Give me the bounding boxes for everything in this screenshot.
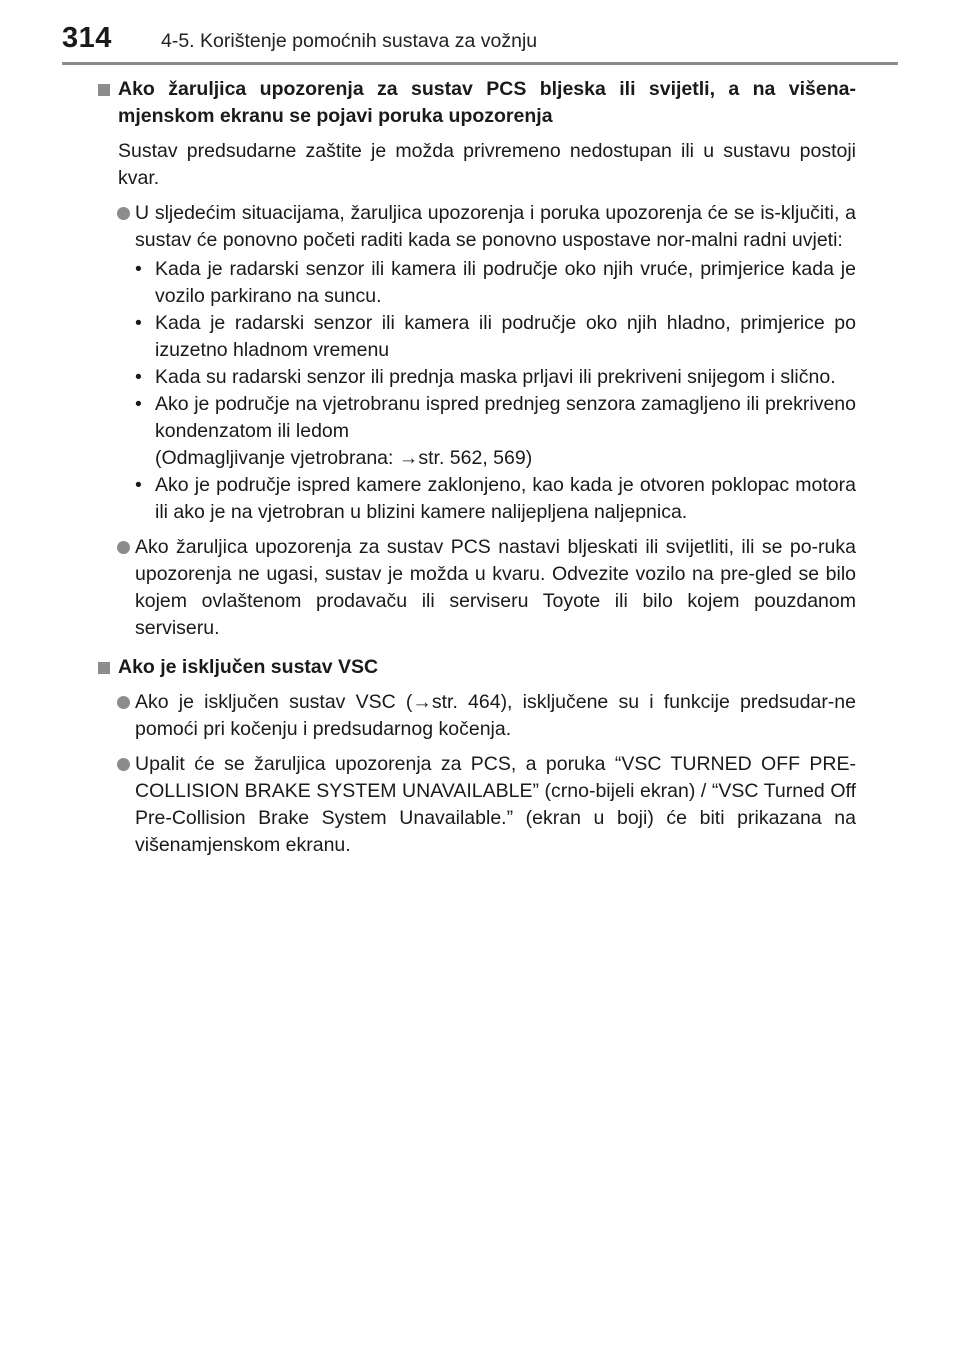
list-item-text: Upalit će se žaruljica upozorenja za PCS, a poruka “VSC TURNED OFF PRE-COLLISION BRAKE SYSTEM UNAVAILABLE” (crno-bijeli ekran) / “VSC Turned Off Pre-Collision Brake System Unavailable.” (ekran u boji) će biti prikazana na višenamjenskom ekranu. bbox=[135, 753, 856, 856]
list-item bbox=[98, 200, 856, 526]
page-reference: (Odmagljivanje vjetrobrana: →str. 562, 569) bbox=[155, 447, 533, 469]
sub-list bbox=[135, 256, 856, 526]
circle-bullet-icon bbox=[117, 696, 130, 709]
header-rule bbox=[62, 62, 898, 65]
page-number: 314 bbox=[62, 22, 112, 54]
sub-list-item bbox=[135, 256, 856, 310]
sub-bullet-icon: • bbox=[135, 393, 142, 415]
section-heading-text: Ako žaruljica upozorenja za sustav PCS bljeska ili svijetli, a na višena-mjenskom ekranu se pojavi poruka upozorenja bbox=[118, 78, 856, 127]
sub-bullet-icon: • bbox=[135, 312, 142, 334]
sub-list-item-text: Kada je radarski senzor ili kamera ili područje oko njih hladno, primjerice po izuzetno hladnom vremenu bbox=[155, 312, 856, 361]
list-item bbox=[98, 689, 856, 743]
list-item-text: Ako žaruljica upozorenja za sustav PCS nastavi bljeskati ili svijetliti, ili se po-ruka upozorenja ne ugasi, sustav je možda u kvaru. Odvezite vozilo na pre-gled se bilo kojem ovlaštenom prodavaču ili serviseru Toyote ili bilo kojem pouzdanom serviseru. bbox=[135, 536, 856, 639]
list-item-text: U sljedećim situacijama, žaruljica upozorenja i poruka upozorenja će se is-ključiti, a sustav će ponovno početi raditi kada se ponovno uspostave nor-malni radni uvjeti: bbox=[135, 202, 856, 251]
section-heading-text: Ako je isključen sustav VSC bbox=[118, 656, 379, 678]
sub-list-item-text: Kada su radarski senzor ili prednja maska prljavi ili prekriveni snijegom i slično. bbox=[155, 366, 836, 388]
page-header bbox=[62, 22, 537, 55]
section-intro: Sustav predsudarne zaštite je možda privremeno nedostupan ili u sustavu postoji kvar. bbox=[118, 140, 856, 189]
square-bullet-icon bbox=[98, 84, 110, 96]
sub-list-item-text: Ako je područje ispred kamere zaklonjeno, kao kada je otvoren poklopac motora ili ako je na vjetrobran u blizini kamere nalijepljena naljepnica. bbox=[155, 474, 856, 523]
sub-list-item bbox=[135, 310, 856, 364]
list-item-text: Ako je isključen sustav VSC (→str. 464), isključene su i funkcije predsudar-ne pomoći pri kočenju i predsudarnog kočenja. bbox=[135, 691, 856, 740]
sub-bullet-icon: • bbox=[135, 474, 142, 496]
section-heading-vsc-off bbox=[98, 654, 856, 681]
circle-bullet-icon bbox=[117, 758, 130, 771]
sub-list-item bbox=[135, 391, 856, 472]
sub-bullet-icon: • bbox=[135, 366, 142, 388]
sub-bullet-icon: • bbox=[135, 258, 142, 280]
page-content bbox=[98, 76, 856, 867]
list-item bbox=[98, 534, 856, 642]
circle-bullet-icon bbox=[117, 541, 130, 554]
section-heading-pcs-warning bbox=[98, 76, 856, 130]
sub-list-item bbox=[135, 364, 856, 391]
sub-list-item-text: Ako je područje na vjetrobranu ispred prednjeg senzora zamagljeno ili prekriveno kondenzatom ili ledom bbox=[155, 393, 856, 442]
list-item bbox=[98, 751, 856, 859]
sub-list-item bbox=[135, 472, 856, 526]
sub-list-item-text: Kada je radarski senzor ili kamera ili područje oko njih vruće, primjerice kada je vozilo parkirano na suncu. bbox=[155, 258, 856, 307]
square-bullet-icon bbox=[98, 662, 110, 674]
chapter-title: 4-5. Korištenje pomoćnih sustava za vožnju bbox=[161, 30, 538, 52]
circle-bullet-icon bbox=[117, 207, 130, 220]
